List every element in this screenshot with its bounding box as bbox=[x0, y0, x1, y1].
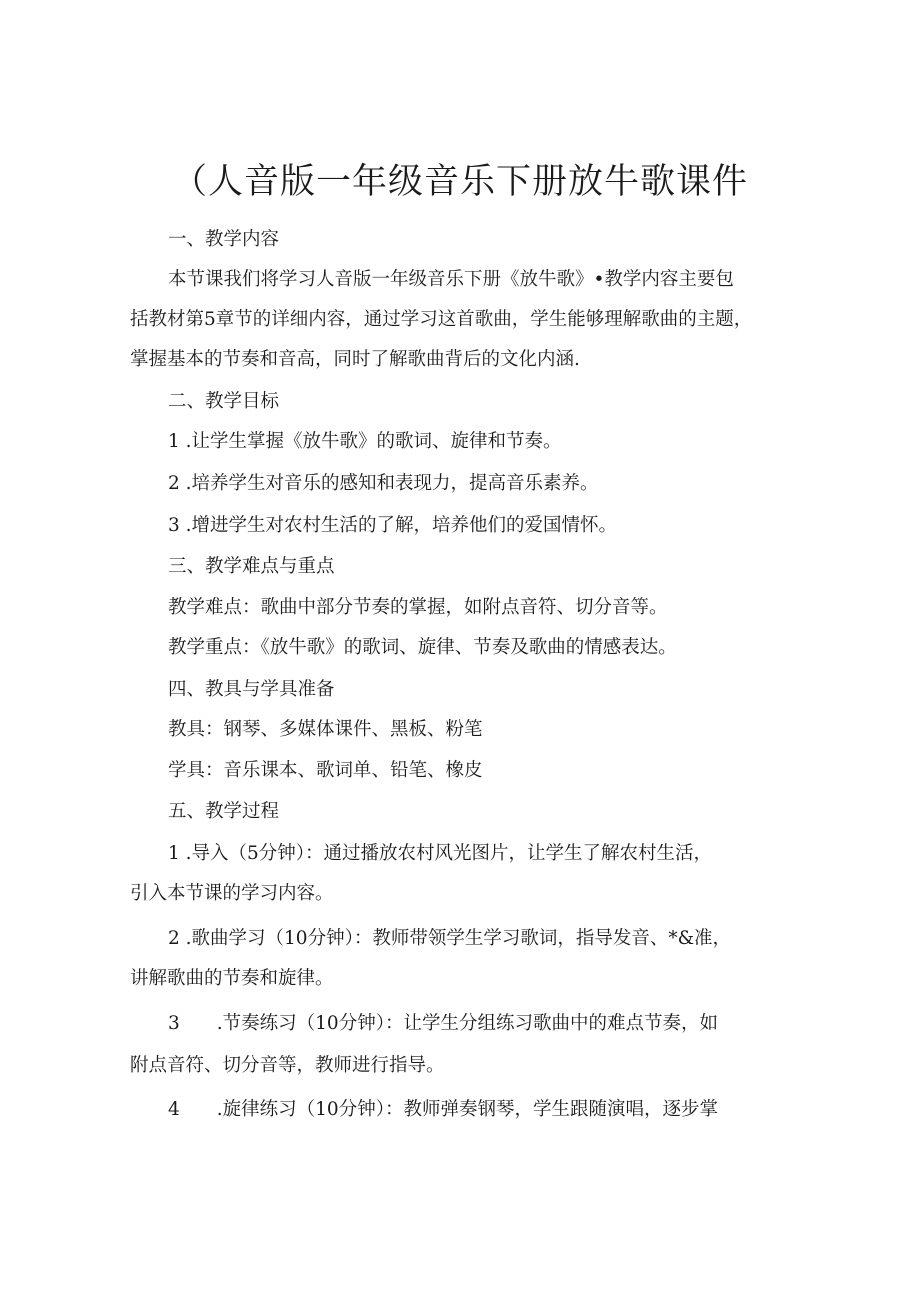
paragraph-line: 掌握基本的节奏和音高，同时了解歌曲背后的文化内涵. bbox=[130, 349, 580, 370]
document-title: （人音版一年级音乐下册放牛歌课件 bbox=[171, 162, 748, 202]
section-heading-process: 五、教学过程 bbox=[168, 801, 280, 822]
section-heading-objectives: 二、教学目标 bbox=[168, 391, 280, 412]
key-point-text: 教学重点：《放牛歌》的歌词、旋律、节奏及歌曲的情感表达。 bbox=[168, 637, 677, 658]
process-step-line: 讲解歌曲的节奏和旋律。 bbox=[130, 968, 334, 989]
teacher-tools-text: 教具：钢琴、多媒体课件、黑板、粉笔 bbox=[168, 719, 483, 740]
paragraph-line: 括教材第5章节的详细内容，通过学习这首歌曲，学生能够理解歌曲的主题， bbox=[130, 309, 753, 330]
section-heading-difficulties: 三、教学难点与重点 bbox=[168, 556, 335, 577]
objective-item: 1 .让学生掌握《放牛歌》的歌词、旋律和节奏。 bbox=[168, 431, 562, 452]
student-tools-text: 学具：音乐课本、歌词单、铅笔、橡皮 bbox=[168, 760, 483, 781]
section-heading-tools: 四、教具与学具准备 bbox=[168, 679, 335, 700]
process-step-line: 1 .导入（5分钟）：通过播放农村风光图片，让学生了解农村生活， bbox=[168, 843, 713, 864]
objective-item: 3 .增进学生对农村生活的了解，培养他们的爱国情怀。 bbox=[168, 515, 618, 536]
process-step-line: 附点音符、切分音等，教师进行指导。 bbox=[130, 1055, 445, 1076]
process-step-line: 3 .节奏练习（10分钟）：让学生分组练习歌曲中的难点节奏，如 bbox=[168, 1013, 718, 1034]
section-heading-content: 一、教学内容 bbox=[168, 229, 280, 250]
process-step-line: 2 .歌曲学习（10分钟）：教师带领学生学习歌词，指导发音、*&准， bbox=[168, 928, 732, 949]
process-step-line: 4 .旋律练习（10分钟）：教师弹奏钢琴，学生跟随演唱，逐步掌 bbox=[168, 1099, 718, 1120]
process-step-line: 引入本节课的学习内容。 bbox=[130, 883, 334, 904]
difficulty-text: 教学难点：歌曲中部分节奏的掌握，如附点音符、切分音等。 bbox=[168, 597, 668, 618]
paragraph-line: 本节课我们将学习人音版一年级音乐下册《放牛歌》•教学内容主要包 bbox=[168, 269, 734, 290]
objective-item: 2 .培养学生对音乐的感知和表现力，提高音乐素养。 bbox=[168, 473, 599, 494]
